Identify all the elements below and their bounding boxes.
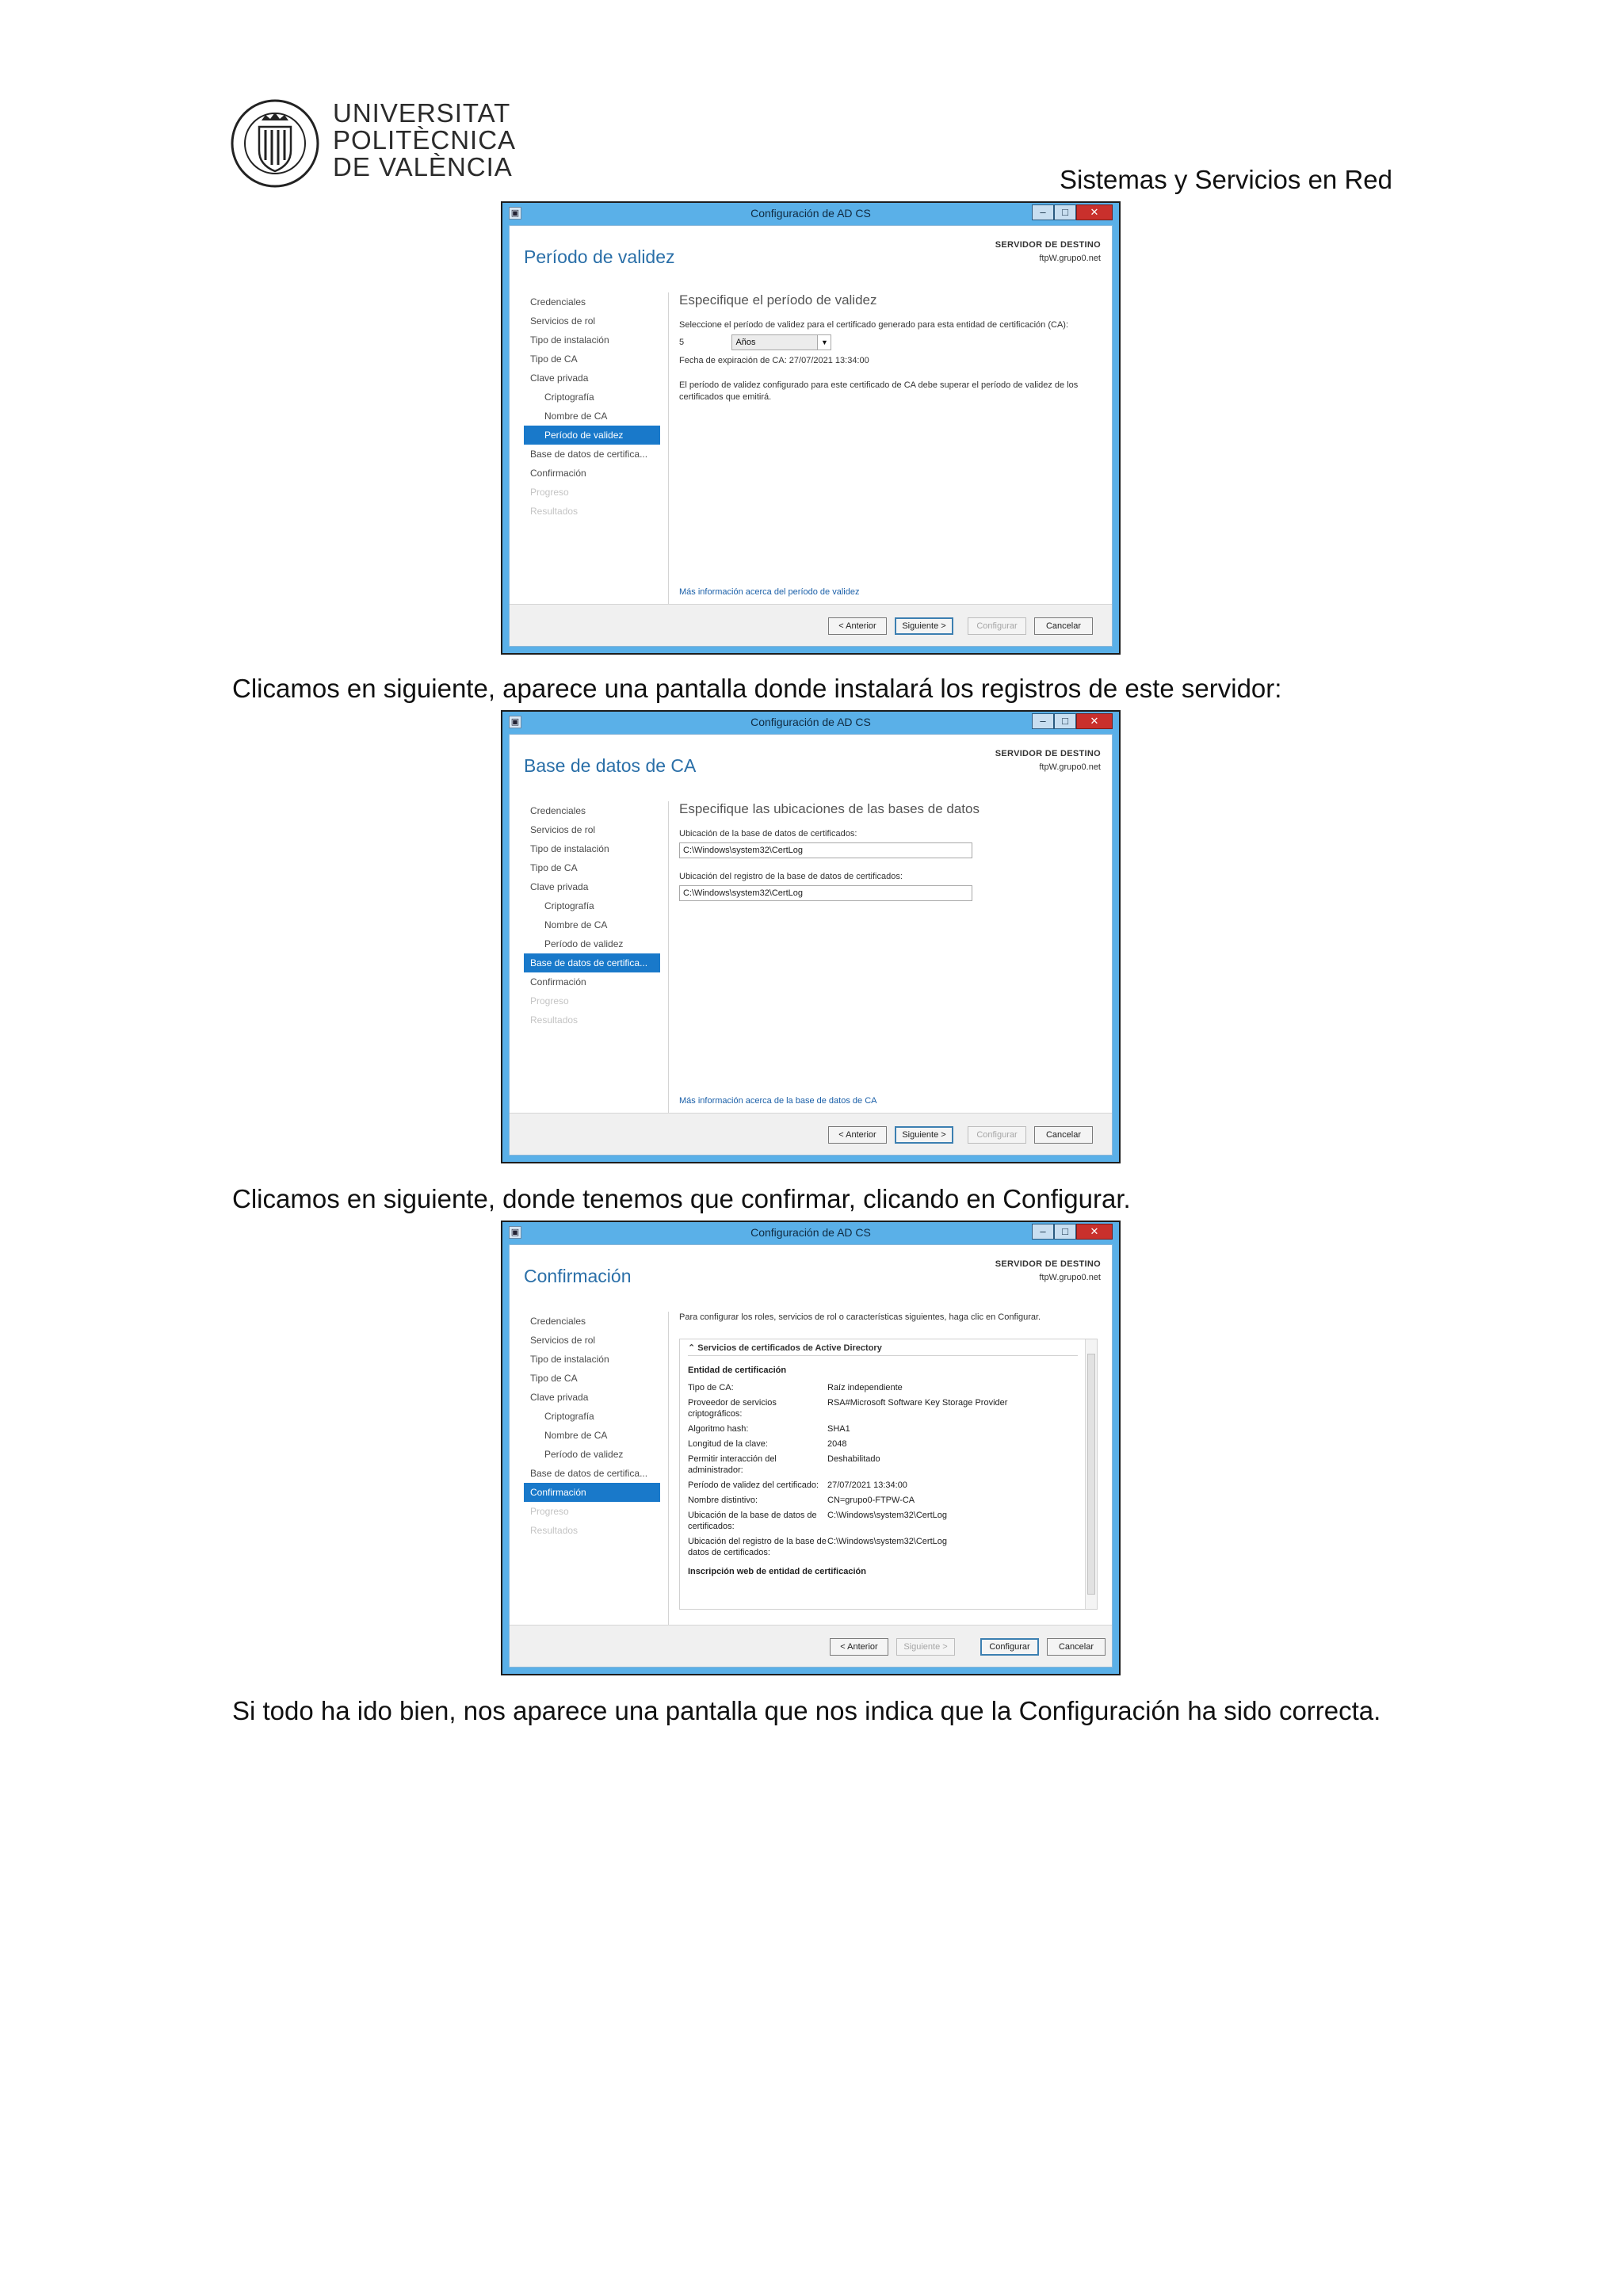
nav-item[interactable]: Tipo de instalación — [530, 334, 609, 346]
summary-row: Período de validez del certificado: 27/07/2021 13:34:00 — [688, 1480, 907, 1490]
nav-item-disabled: Resultados — [530, 1525, 579, 1536]
db-location-label: Ubicación de la base de datos de certificados: — [679, 829, 857, 839]
summary-row: Ubicación de la base de datos de certificados: C:\Windows\system32\CertLog — [688, 1511, 947, 1531]
window-title: Configuración de AD CS — [750, 207, 871, 220]
university-seal-icon — [230, 98, 320, 189]
validity-note: El período de validez configurado para este certificado de CA debe superar el período de validez de los certificados que emitirá. — [679, 380, 1079, 402]
nav-item[interactable]: Tipo de instalación — [530, 1354, 609, 1365]
nav-item[interactable]: Base de datos de certifica... — [530, 1468, 648, 1479]
summary-group: Entidad de certificación — [688, 1366, 787, 1375]
validity-instructions: Seleccione el período de validez para el certificado generado para esta entidad de certificación (CA): — [679, 320, 1069, 330]
validity-value[interactable]: 5 — [679, 337, 685, 347]
cancel-button[interactable]: Cancelar — [1034, 617, 1093, 635]
window-title: Configuración de AD CS — [750, 1226, 871, 1239]
nav-item-selected[interactable]: Período de validez — [524, 426, 660, 445]
minimize-button[interactable]: – — [1032, 204, 1054, 220]
summary-row: Nombre distintivo: CN=grupo0-FTPW-CA — [688, 1496, 915, 1505]
wizard-footer — [510, 1113, 1112, 1155]
wizard-content — [679, 292, 1098, 403]
chevron-down-icon: ▼ — [817, 335, 831, 350]
maximize-button[interactable]: □ — [1054, 713, 1076, 729]
wizard-content — [679, 801, 1098, 901]
nav-item-selected[interactable]: Base de datos de certifica... — [524, 953, 660, 972]
nav-item[interactable]: Período de validez — [544, 1449, 624, 1460]
nav-item[interactable]: Servicios de rol — [530, 315, 596, 327]
wizard-heading: Período de validez — [524, 246, 675, 267]
summary-row: Tipo de CA: Raíz independiente — [688, 1383, 903, 1392]
nav-item-selected[interactable]: Confirmación — [524, 1483, 660, 1502]
nav-item-disabled: Progreso — [530, 1506, 569, 1517]
screenshot-base-datos-ca — [501, 710, 1121, 1163]
confirm-intro: Para configurar los roles, servicios de rol o características siguientes, haga clic en Configurar. — [679, 1312, 1041, 1322]
nav-item[interactable]: Credenciales — [530, 1316, 586, 1327]
more-info-link[interactable]: Más información acerca del período de validez — [679, 587, 860, 597]
wizard-body — [509, 225, 1113, 647]
content-title: Especifique las ubicaciones de las bases de datos — [679, 801, 980, 816]
summary-row: Permitir interacción del administrador: Deshabilitado — [688, 1454, 880, 1475]
nav-item[interactable]: Nombre de CA — [544, 919, 608, 930]
back-button[interactable]: < Anterior — [830, 1638, 888, 1656]
wizard-nav — [524, 1312, 660, 1540]
cancel-button[interactable]: Cancelar — [1047, 1638, 1106, 1656]
target-server: SERVIDOR DE DESTINO ftpW.grupo0.net — [995, 240, 1101, 263]
nav-item-disabled: Progreso — [530, 995, 569, 1007]
back-button[interactable]: < Anterior — [828, 1126, 887, 1144]
wizard-content — [679, 1312, 1098, 1324]
validity-unit-dropdown[interactable]: Años ▼ — [731, 334, 831, 350]
target-server: SERVIDOR DE DESTINO ftpW.grupo0.net — [995, 1259, 1101, 1282]
summary-row: Algoritmo hash: SHA1 — [688, 1424, 850, 1434]
log-location-input[interactable]: C:\Windows\system32\CertLog — [679, 885, 972, 901]
nav-item[interactable]: Tipo de CA — [530, 862, 578, 873]
configure-button[interactable]: Configurar — [980, 1638, 1039, 1656]
wizard-body — [509, 1244, 1113, 1668]
log-location-label: Ubicación del registro de la base de datos de certificados: — [679, 872, 903, 881]
window-titlebar — [502, 1222, 1119, 1244]
close-button[interactable]: ✕ — [1076, 1224, 1113, 1240]
maximize-button[interactable]: □ — [1054, 1224, 1076, 1240]
app-icon: ▣ — [509, 207, 521, 220]
screenshot-confirmacion — [501, 1221, 1121, 1675]
paragraph-1: Clicamos en siguiente, aparece una pantalla donde instalará los registros de este servidor: — [232, 674, 1282, 703]
document-title: Sistemas y Servicios en Red — [1060, 165, 1392, 194]
nav-item[interactable]: Nombre de CA — [544, 1430, 608, 1441]
app-icon: ▣ — [509, 716, 521, 728]
summary-grid — [688, 1365, 1078, 1584]
target-server: SERVIDOR DE DESTINO ftpW.grupo0.net — [995, 749, 1101, 772]
next-button[interactable]: Siguiente > — [895, 1126, 953, 1144]
db-location-input[interactable]: C:\Windows\system32\CertLog — [679, 842, 972, 858]
summary-row: Proveedor de servicios criptográficos: RSA#Microsoft Software Key Storage Provider — [688, 1398, 1008, 1419]
nav-item[interactable]: Criptografía — [544, 392, 594, 403]
wizard-body — [509, 734, 1113, 1156]
summary-scrollbar[interactable] — [1085, 1339, 1097, 1609]
close-button[interactable]: ✕ — [1076, 204, 1113, 220]
wizard-footer — [510, 1625, 1112, 1667]
wizard-nav — [524, 801, 660, 1030]
nav-item[interactable]: Tipo de CA — [530, 353, 578, 365]
nav-item-disabled: Resultados — [530, 1014, 579, 1026]
nav-item[interactable]: Confirmación — [530, 976, 586, 988]
content-title: Especifique el período de validez — [679, 292, 877, 308]
university-name: UNIVERSITAT POLITÈCNICA DE VALÈNCIA — [333, 98, 517, 181]
window-titlebar — [502, 712, 1119, 734]
minimize-button[interactable]: – — [1032, 713, 1054, 729]
configure-button: Configurar — [968, 617, 1026, 635]
nav-item[interactable]: Servicios de rol — [530, 824, 596, 835]
cancel-button[interactable]: Cancelar — [1034, 1126, 1093, 1144]
maximize-button[interactable]: □ — [1054, 204, 1076, 220]
nav-item-disabled: Resultados — [530, 506, 579, 517]
nav-item[interactable]: Clave privada — [530, 372, 589, 384]
wizard-heading: Base de datos de CA — [524, 755, 697, 776]
university-logo — [230, 98, 515, 187]
window-title: Configuración de AD CS — [750, 716, 871, 728]
nav-item[interactable]: Criptografía — [544, 900, 594, 911]
nav-item[interactable]: Base de datos de certifica... — [530, 449, 648, 460]
validity-row — [679, 334, 1098, 352]
wizard-heading: Confirmación — [524, 1266, 632, 1286]
nav-item[interactable]: Tipo de CA — [530, 1373, 578, 1384]
app-icon: ▣ — [509, 1226, 521, 1239]
nav-item-disabled: Progreso — [530, 487, 569, 498]
next-button: Siguiente > — [896, 1638, 955, 1656]
expiry-date: Fecha de expiración de CA: 27/07/2021 13:34:00 — [679, 356, 869, 365]
close-button[interactable]: ✕ — [1076, 713, 1113, 729]
nav-item[interactable]: Confirmación — [530, 468, 586, 479]
nav-item[interactable]: Nombre de CA — [544, 411, 608, 422]
wizard-nav — [524, 292, 660, 521]
nav-item[interactable]: Clave privada — [530, 881, 589, 892]
window-titlebar — [502, 203, 1119, 225]
summary-row: Longitud de la clave: 2048 — [688, 1439, 847, 1449]
nav-item[interactable]: Criptografía — [544, 1411, 594, 1422]
nav-item[interactable]: Credenciales — [530, 296, 586, 308]
minimize-button[interactable]: – — [1032, 1224, 1054, 1240]
summary-group: Inscripción web de entidad de certificación — [688, 1567, 866, 1576]
back-button[interactable]: < Anterior — [828, 617, 887, 635]
collapse-icon: ⌃ — [688, 1343, 698, 1353]
paragraph-3: Si todo ha ido bien, nos aparece una pantalla que nos indica que la Configuración ha sido correcta. — [232, 1696, 1381, 1725]
nav-item[interactable]: Tipo de instalación — [530, 843, 609, 854]
wizard-footer — [510, 604, 1112, 646]
summary-section-header[interactable]: ⌃ Servicios de certificados de Active Directory — [688, 1343, 882, 1353]
next-button[interactable]: Siguiente > — [895, 617, 953, 635]
nav-item[interactable]: Credenciales — [530, 805, 586, 816]
configure-button: Configurar — [968, 1126, 1026, 1144]
paragraph-2: Clicamos en siguiente, donde tenemos que confirmar, clicando en Configurar. — [232, 1184, 1131, 1213]
more-info-link[interactable]: Más información acerca de la base de datos de CA — [679, 1096, 877, 1106]
screenshot-periodo-validez — [501, 201, 1121, 655]
confirm-summary-box — [679, 1339, 1098, 1610]
nav-item[interactable]: Período de validez — [544, 938, 624, 949]
nav-item[interactable]: Clave privada — [530, 1392, 589, 1403]
nav-item[interactable]: Servicios de rol — [530, 1335, 596, 1346]
summary-row: Ubicación del registro de la base de datos de certificados: C:\Windows\system32\CertLog — [688, 1537, 947, 1557]
